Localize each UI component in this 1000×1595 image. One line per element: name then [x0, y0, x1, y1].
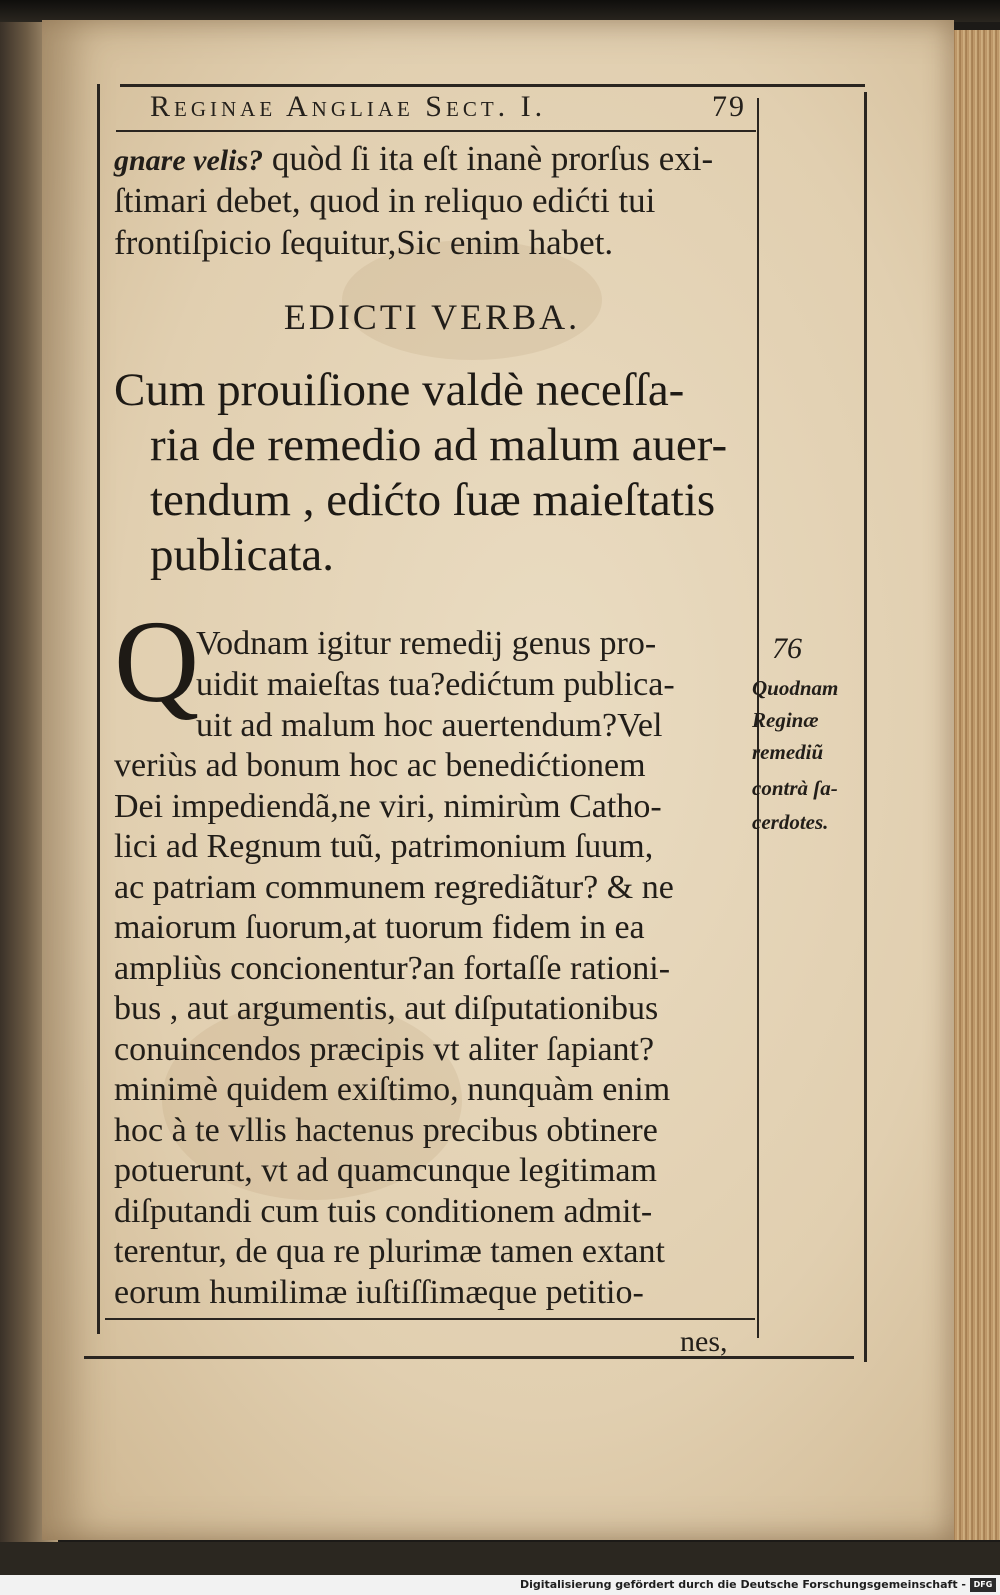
- header-rule: [116, 130, 756, 132]
- body-line: hoc à te vllis hactenus precibus obtinere: [114, 1112, 658, 1149]
- marginal-note-line: cerdotes.: [752, 810, 829, 834]
- body-line: ac patriam communem regrediãtur? & ne: [114, 869, 674, 906]
- body-line: Vodnam igitur remedij genus pro-: [196, 625, 657, 662]
- body-line: lici ad Regnum tuũ, patrimonium ſuum,: [114, 828, 654, 865]
- proclamation-line: ria de remedio ad malum auer-: [150, 419, 728, 471]
- body-line: diſputandi cum tuis conditionem admit-: [114, 1193, 653, 1230]
- body-line: eorum humilimæ iuſtiſſimæque petitio-: [114, 1274, 644, 1311]
- body-line: potuerunt, vt ad quamcunque legitimam: [114, 1152, 657, 1189]
- page-block-edge: [950, 30, 1000, 1540]
- frame-rule-bottom-outer: [84, 1356, 854, 1359]
- frame-rule-top: [120, 84, 865, 87]
- marginal-note-line: contrà ſa-: [752, 776, 838, 800]
- marginal-note-line: remediũ: [752, 740, 824, 764]
- scan-background-bottom: [0, 1542, 1000, 1575]
- marginal-number: 76: [772, 632, 802, 665]
- frame-rule-left: [97, 84, 100, 1334]
- body-line: Dei impediendã,ne viri, nimirùm Catho-: [114, 788, 662, 825]
- text-line: gnare velis? quòd ſi ita eſt inanè prorſus exi-: [114, 139, 714, 178]
- funding-credit: Digitalisierung gefördert durch die Deutsche Forschungsgemeinschaft -: [519, 1578, 966, 1591]
- italic-phrase: gnare velis?: [114, 144, 264, 177]
- text-line: frontiſpicio ſequitur,Sic enim habet.: [114, 223, 614, 262]
- drop-capital: Q: [114, 596, 200, 727]
- scan-background-top: [0, 0, 1000, 22]
- body-line: ampliùs concionentur?an fortaſſe rationi-: [114, 950, 671, 987]
- body-line: maiorum ſuorum,at tuorum fidem in ea: [114, 909, 645, 946]
- catchword: nes,: [680, 1325, 728, 1358]
- body-line: minimè quidem exiſtimo, nunquàm enim: [114, 1071, 671, 1108]
- body-line: conuincendos præcipis vt aliter ſapiant?: [114, 1031, 655, 1068]
- body-line: uidit maieſtas tua?edićtum publica-: [196, 666, 675, 703]
- frame-rule-outer-right: [864, 92, 867, 1362]
- section-title: EDICTI VERBA.: [283, 297, 581, 337]
- marginal-note-line: Reginæ: [752, 708, 819, 732]
- digitization-footer: [0, 1575, 1000, 1595]
- marginal-note-line: Quodnam: [752, 676, 839, 700]
- body-line: terentur, de qua re plurimæ tamen extant: [114, 1233, 665, 1270]
- dfg-logo: DFG: [970, 1578, 996, 1592]
- proclamation-line: publicata.: [150, 529, 335, 581]
- running-head: [150, 90, 750, 130]
- proclamation-line: Cum prouiſione valdè neceſſa-: [114, 364, 685, 416]
- body-line: bus , aut argumentis, aut diſputationibus: [114, 990, 659, 1027]
- proclamation-line: tendum , edićto ſuæ maieſtatis: [150, 474, 716, 526]
- running-title: Reginae Angliae Sect. I.: [150, 90, 547, 123]
- body-line: uit ad malum hoc auertendum?Vel: [196, 707, 663, 744]
- body-line: veriùs ad bonum hoc ac benedićtionem: [114, 747, 646, 784]
- frame-rule-bottom: [105, 1318, 755, 1320]
- page-number: 79: [712, 90, 746, 123]
- text-line: ſtimari debet, quod in reliquo edićti tui: [114, 181, 656, 220]
